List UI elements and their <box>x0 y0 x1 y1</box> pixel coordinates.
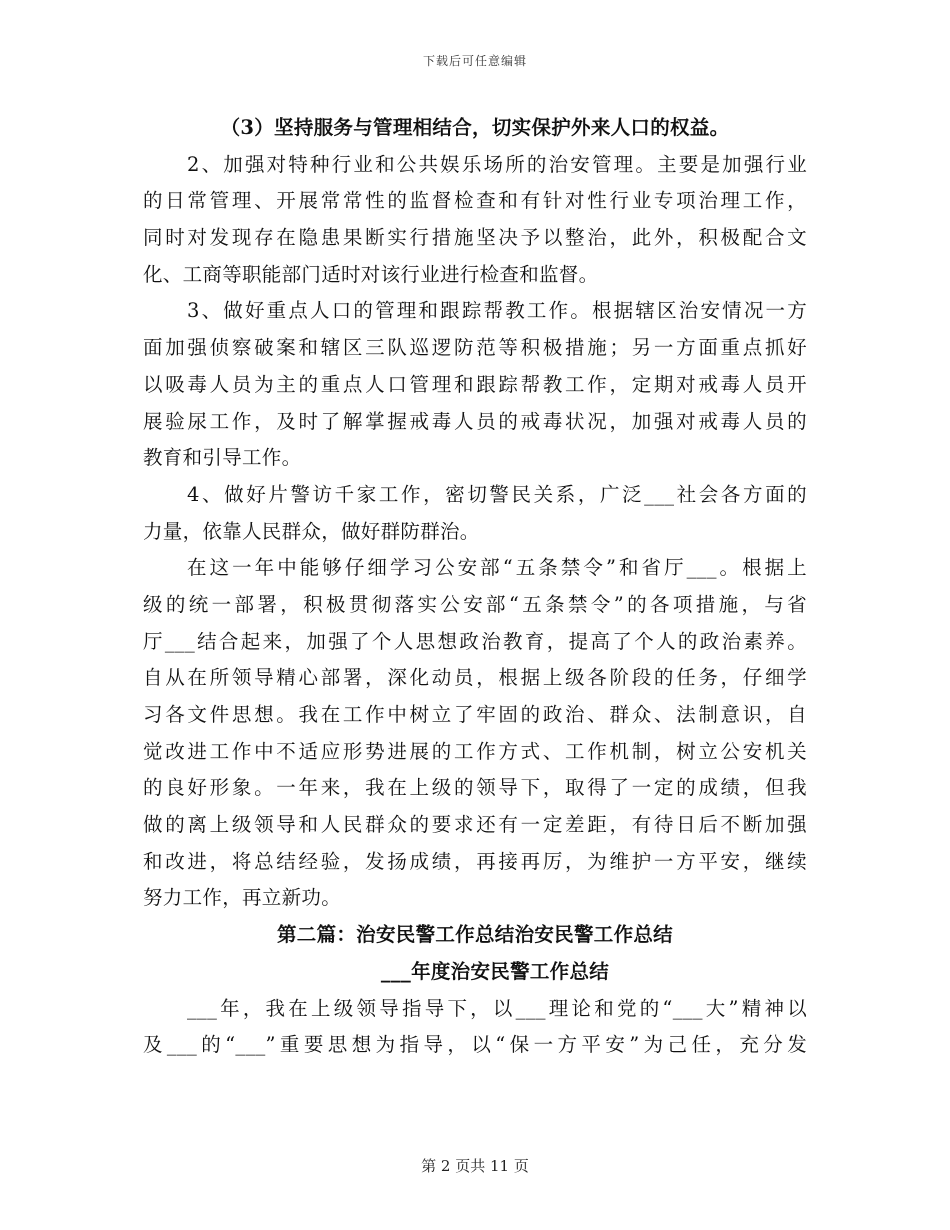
document-body <box>143 110 807 1064</box>
chapter-subtitle: ___年度治安民警工作总结 <box>380 959 610 983</box>
paragraph-line: 级的统一部署，积极贯彻落实公安部“五条禁令”的各项措施，与省 <box>143 592 807 616</box>
paragraph-line: 习各文件思想。我在工作中树立了牢固的政治、群众、法制意识，自 <box>143 703 807 726</box>
paragraph-line: 展验尿工作，及时了解掌握戒毒人员的戒毒状况，加强对戒毒人员的 <box>143 409 807 433</box>
paragraph-line: 在这一年中能够仔细学习公安部“五条禁令”和省厅___。根据上 <box>187 556 807 580</box>
section-heading: （3）坚持服务与管理相结合，切实保护外来人口的权益。 <box>220 116 730 139</box>
paragraph-line: ___年，我在上级领导指导下，以___理论和党的“___大”精神以 <box>187 996 807 1020</box>
page-header: 下载后可任意编辑 <box>422 54 527 68</box>
paragraph-line: 和改进，将总结经验，发扬成绩，再接再厉，为维护一方平安，继续 <box>143 849 807 873</box>
paragraph-line: 2、加强对特种行业和公共娱乐场所的治安管理。主要是加强行业 <box>187 152 807 176</box>
page-footer: 第 2 页共 11 页 <box>421 1157 529 1175</box>
paragraph-line: 厅___结合起来，加强了个人思想政治教育，提高了个人的政治素养。 <box>143 629 807 653</box>
paragraph-line: 4、做好片警访千家工作，密切警民关系，广泛___社会各方面的 <box>187 482 807 506</box>
paragraph-line: 的日常管理、开展常常性的监督检查和有针对性行业专项治理工作， <box>143 189 807 213</box>
paragraph-line: 的良好形象。一年来，我在上级的领导下，取得了一定的成绩，但我 <box>143 776 807 800</box>
paragraph-line: 同时对发现存在隐患果断实行措施坚决予以整治，此外，积极配合文 <box>143 226 807 250</box>
paragraph-line: 努力工作，再立新功。 <box>143 886 342 910</box>
paragraph-line: 觉改进工作中不适应形势进展的工作方式、工作机制，树立公安机关 <box>143 739 807 763</box>
paragraph-line: 自从在所领导精心部署，深化动员，根据上级各阶段的任务，仔细学 <box>143 666 807 690</box>
paragraph-line: 做的离上级领导和人民群众的要求还有一定差距，有待日后不断加强 <box>143 813 807 837</box>
paragraph-line: 化、工商等职能部门适时对该行业进行检查和监督。 <box>143 262 599 286</box>
paragraph-line: 教育和引导工作。 <box>143 446 302 470</box>
paragraph-line: 3、做好重点人口的管理和跟踪帮教工作。根据辖区治安情况一方 <box>187 299 807 323</box>
paragraph-line: 以吸毒人员为主的重点人口管理和跟踪帮教工作，定期对戒毒人员开 <box>143 372 807 396</box>
paragraph-line: 面加强侦察破案和辖区三队巡逻防范等积极措施；另一方面重点抓好 <box>143 336 807 360</box>
paragraph-line: 力量，依靠人民群众，做好群防群治。 <box>143 519 480 543</box>
chapter-title: 第二篇：治安民警工作总结治安民警工作总结 <box>276 923 673 947</box>
paragraph-line: 及___的“___”重要思想为指导，以“保一方平安”为己任，充分发 <box>143 1033 807 1057</box>
